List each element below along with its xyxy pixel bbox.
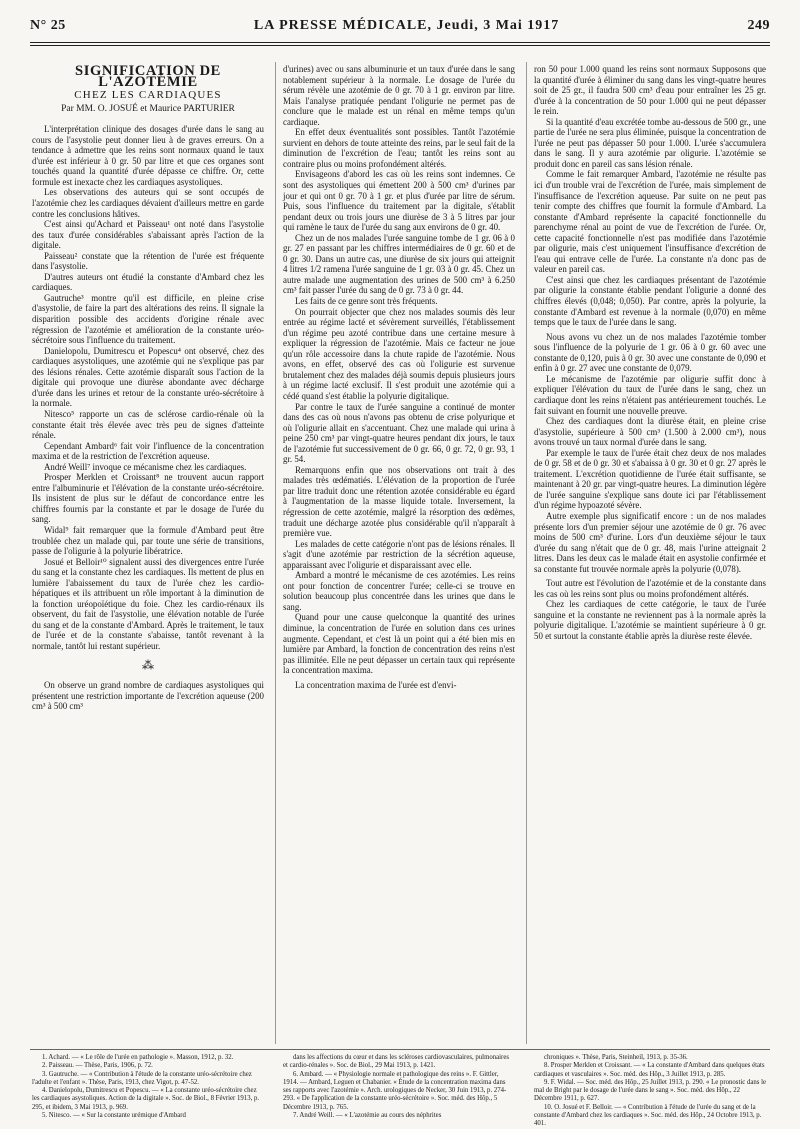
paragraph: Remarquons enfin que nos observations ont trait à des malades très œdématiés. L'élévation de la proportion de l'urée par litre traduit donc une rétention azotée considérable eu égard à l'augmentation de la masse liquide totale. Inversement, la régression de cette azotémie, malgré la résorption des œdèmes, traduit une décharge azotée plus considérable qu'il n'apparaît à première vue. [283,464,515,539]
paragraph: Danielopolu, Dumitrescu et Popescu⁴ ont observé, chez des cardiaques asystoliques, une azotémie qui ne s'explique pas par des lésions rénales. Cette azotémie disparaît sous l'action de la digitale qui provoque une diurèse abondante avec décharge d'urée dans les urines et retour de la constante uréo-sécrétoire à la normale. [32,345,264,409]
paragraph: En effet deux éventualités sont possibles. Tantôt l'azotémie survient en dehors de toute atteinte des reins, par le seul fait de la diminution de l'excrétion de l'eau; tantôt les reins sont au contraire plus ou moins profondément altérés. [283,127,515,169]
paragraph: Comme le fait remarquer Ambard, l'azotémie ne résulte pas ici d'un trouble vrai de l'excrétion de l'urée, mais simplement de l'insuffisance de l'excrétion aqueuse. Par suite on ne peut pas tenir compte des chiffres que fournit la formule d'Ambard. La constante d'Ambard représente la capacité fonctionnelle du parenchyme rénal au point de vue de l'excrétion de l'urée. Or, cette capacité fonctionnelle n'est pas modifiée dans l'azotémie par oligurie, mais c'est uniquement l'insuffisance d'excrétion de l'eau qui entrave celle de l'urée. La constante n'a donc pas de valeur en pareil cas. [534,169,766,275]
footnote: chroniques ». Thèse, Paris, Steinheil, 1913, p. 35-36. [544,1054,688,1061]
column-1 [32,64,264,712]
paragraph: L'interprétation clinique des dosages d'urée dans le sang au cours de l'asystolie peut donner lieu à de graves erreurs. On a tendance à admettre que les reins sont normaux quand le taux d'urée est inférieur à 0 gr. 50 par litre et que ces organes sont touchés quand la quantité d'urée dépasse ce chiffre. Or, cette formule est inexacte chez les cardiaques asystoliques. [32,124,264,187]
footnote: 3. Gautruche. — « Contribution à l'étude de la constante uréo-sécrétoire chez l'adulte et l'enfant ». Thèse, Paris, 1913, chez Vigot, p. 47-52. [32,1070,252,1086]
footnote: 8. Prosper Merklen et Croissant. — « La constante d'Ambard dans quelques états cardiaques et vasculaires ». Soc. méd. des Hôp., 3 Juillet 1913, p. 285. [534,1062,765,1078]
paragraph: Josué et Belloir¹⁰ signalent aussi des divergences entre l'urée du sang et la constante chez les cardiaques. Ils mettent de plus en lumière l'abaissement du taux de l'urée chez les cardio-hépatiques et ils attribuent un rôle important à la diminution de la fonction uréopoïétique du foie. Chez les cardio-rénaux ils observent, du fait de l'asystolie, une élévation notable de l'urée du sang et de la constante d'Ambard. Après le traitement, le taux de l'urée et de la constante s'abaisse, tantôt revenant à la normale, tantôt lui restant supérieur. [32,556,264,651]
paragraph: La concentration maxima de l'urée est d'envi- [295,679,457,690]
footnote: 10. O. Josué et F. Belloir. — « Contribution à l'étude de l'urée du sang et de la constante d'Ambard chez les cardiaques ». Soc. méd. des Hôp., 24 Octobre 1913, p. 401. [534,1103,762,1128]
footnotes-rule [30,1049,770,1050]
footnotes-column-3 [534,1054,766,1129]
paragraph: C'est ainsi qu'Achard et Paisseau¹ ont noté dans l'asystolie des taux d'urée considérables s'abaissant après l'action de la digitale. [32,219,264,251]
article-authors: Par MM. O. JOSUÉ et Maurice PARTURIER [61,103,235,114]
paragraph: Gautruche³ montre qu'il est difficile, en pleine crise d'asystolie, de faire la part des altérations des reins. Il signale la disparition possible des accidents d'origine rénale avec régression de l'azotémie et amélioration de la constante uréo-sécrétoire sous l'influence du traitement. [32,292,264,346]
paragraph: Prosper Merklen et Croissant⁸ ne trouvent aucun rapport entre l'albuminurie et l'élévation de la constante uréo-sécrétoire. Ils insistent de plus sur le défaut de concordance entre les chiffres fournis par la constante et par le dosage de l'urée du sang. [32,472,264,525]
paragraph: Chez les cardiaques de cette catégorie, le taux de l'urée sanguine et la constante ne reviennent pas à la normale après la polyurie digitalique. L'azotémie se maintient supérieure à 0 gr. 50 et surtout la constante établie après la diurèse reste élevée. [534,599,766,641]
paragraph: Tout autre est l'évolution de l'azotémie et de la constante dans les cas où les reins sont plus ou moins profondément altérés. [534,578,766,599]
header-rule-bottom [30,45,770,46]
paragraph: Le mécanisme de l'azotémie par oligurie suffit donc à expliquer l'élévation du taux de l'urée dans le sang, chez un cardiaque dont les reins n'étaient pas antérieurement touchés. Le fait suivant en fournit une nouvelle preuve. [534,373,766,416]
page-number: 249 [747,18,770,33]
paragraph: Autre exemple plus significatif encore : un de nos malades présente lors d'un premier séjour une azotémie de 0 gr. 76 avec moins de 500 cm³ d'urine. Lors d'un deuxième séjour le taux d'urée du sang n'était que de 0 gr. 48, mais l'urine atteignait 2 litres. Dans les deux cas le malade était en asystolie confirmée et sa constante fut trouvée normale après la polyurie (0,078). [534,510,766,574]
paragraph: Paisseau² constate que la rétention de l'urée est fréquente dans l'asystolie. [32,250,264,272]
footnote: 2. Paisseau. — Thèse, Paris, 1906, p. 72. [42,1062,153,1070]
paragraph: Les malades de cette catégorie n'ont pas de lésions rénales. Il s'agit d'une azotémie par restriction de la sécrétion aqueuse, apparaissant avec l'oligurie et disparaissant avec elle. [283,538,515,570]
footnotes-column-1 [32,1054,264,1120]
footnote: dans les affections du cœur et dans les scléroses cardiovasculaires, pulmonaires et cardio-rénales ». Soc. de Biol., 29 Mai 1913, p. 1421. [283,1054,509,1070]
paragraph: d'urines) avec ou sans albuminurie et un taux d'urée dans le sang notablement supérieur à la normale. Le dosage de l'urée du sérum révèle une azotémie de 0 gr. 70 à 1 gr. environ par litre. Mais l'analyse pratiquée pendant l'oligurie ne permet pas de conclure que le malade est un rénal en même temps qu'un cardiaque. [283,64,515,127]
paragraph: Cependant Ambard⁶ fait voir l'influence de la concentration maxima et de la restriction de l'excrétion aqueuse. [32,440,264,462]
paragraph: Envisageons d'abord les cas où les reins sont indemnes. Ce sont des asystoliques qui émettent 200 à 500 cm³ d'urines par jour et qui ont 0 gr. 70 à 1 gr. et plus d'urée par litre de sérum. Puis, sous l'influence du traitement par la digitale, s'établit pendant deux ou trois jours une diurèse de 3 à 5 litres par jour qui ramène le taux de l'urée du sang aux environs de 0 gr. 40. [283,169,515,233]
paragraph: D'autres auteurs ont étudié la constante d'Ambard chez les cardiaques. [32,271,264,293]
paragraph: ron 50 pour 1.000 quand les reins sont normaux Supposons que la quantité d'urée à éliminer du sang dans les vingt-quatre heures soit de 25 gr., il faudra 500 cm³ d'eau pour entraîner les 25 gr. d'urée à la concentration de 50 pour 1.000 qui ne peut dépasser le rein. [534,64,766,117]
paragraph: Quand pour une cause quelconque la quantité des urines diminue, la concentration de l'urée en solution dans ces urines augmente. Cependant, et c'est là un point qui a été bien mis en lumière par Ambard, la fonction de concentration des reins n'est pas illimitée. Elle ne peut dépasser un certain taux qui représente la concentration maxima. [283,612,515,676]
footnote: 4. Danielopolu, Dumitrescu et Popescu. — « La constante uréo-sécrétoire chez les cardiaques asystoliques. Action de la digitale ». Soc. de Biol., 8 Février 1913, p. 295, et ibidem, 3 Mai 1913, p. 969. [32,1087,260,1111]
paragraph: C'est ainsi que chez les cardiaques présentant de l'azotémie par oligurie la constante établie pendant l'oligurie a donné des chiffres élevés (0,048; 0,050). Par contre, après la polyurie, la constante d'Ambard est revenue à la normale (0,070) en même temps que le taux de l'urée dans le sang. [534,274,766,328]
footnote: 5. Nitesco. — « Sur la constante urémique d'Ambard [42,1112,186,1120]
paragraph: Chez des cardiaques dont la diurèse était, en pleine crise d'asystolie, supérieure à 500 cm³ (1.500 à 2.000 cm³), nous avons trouvé un taux normal d'urée dans le sang. [534,416,766,448]
paragraph: Les faits de ce genre sont très fréquents. [295,296,438,307]
paragraph: Nous avons vu chez un de nos malades l'azotémie tomber sous l'influence de la polyurie de 1 gr. 06 à 0 gr. 60 avec une constante de 0,120, puis à 0 gr. 30 avec une constante de 0,090 et enfin à 0 gr. 27 avec une constante de 0,079. [534,331,766,374]
article-subtitle: CHEZ LES CARDIAQUES [74,89,222,102]
footnote: 9. F. Widal. — Soc. méd. des Hôp., 25 Juillet 1913, p. 290. « Le pronostic dans le mal de Bright par le dosage de l'urée dans le sang ». Soc. méd. des Hôp., 22 Décembre 1911, p. 627. [534,1078,767,1103]
journal-title: LA PRESSE MÉDICALE, Jeudi, 3 Mai 1917 [253,18,560,33]
column-2 [283,64,515,690]
header-rule-top [30,42,770,43]
article-title: SIGNIFICATION DE L'AZOTÉMIE [75,63,221,90]
paragraph: On observe un grand nombre de cardiaques asystoliques qui présentent une restriction importante de l'excrétion aqueuse (200 cm³ à 500 cm³ [32,680,264,712]
issue-number: N° 25 [30,18,66,33]
page-header [30,18,770,40]
footnote: 6. Ambard. — « Physiologie normale et pathologique des reins ». F. Gittler, 1914. — Ambard, Leguen et Chabanier. « Étude de la concentration maxima dans ses rapports avec l'azotémie ». Arch. urologiques de Necker, 30 Juin 1913, p. 274-293. « De l'application de la constante uréo-sécrétoire ». Soc. méd. des Hôp., 5 Décembre 1913, p. 765. [283,1070,507,1111]
asterism-divider: ⁂ [142,657,154,672]
paragraph: Nitesco⁵ rapporte un cas de sclérose cardio-rénale où la constante était très élevée avec très peu de signes d'atteinte rénale. [32,408,264,441]
paragraph: Les observations des auteurs qui se sont occupés de l'azotémie chez les cardiaques dévaient d'ailleurs mettre en garde contre les conclusions hâtives. [32,187,264,219]
column-separator [526,62,527,1044]
paragraph: Si la quantité d'eau excrétée tombe au-dessous de 500 gr., une partie de l'urée ne sera plus éliminée, puisque la concentration de l'urée ne peut pas dépasser 50 pour 1.000. L'urée s'accumulera dans le sang. Il y aura azotémie par oligurie. L'azotémie se produit donc en pareil cas sans lésion rénale. [534,116,766,169]
column-separator [275,62,276,1044]
column-3 [534,64,766,642]
footnote: 7. André Weill. — « L'azotémie au cours des néphrites [293,1112,442,1120]
paragraph: On pourrait objecter que chez nos malades soumis dès leur entrée au régime lacté et sévèrement surveillés, l'établissement d'un régime peu azoté contribue dans une certaine mesure à expliquer la régression de l'azotémie. Mais ce facteur ne joue qu'un rôle accessoire dans la chute rapide de l'azotémie. Nous avons, en effet, observé des cas où l'oligurie est survenue brutalement chez des malades déjà soumis depuis plusieurs jours à un régime lacté exclusif. Il s'est produit une azotémie qui a cédé quand s'est établie la polyurie digitalique. [283,306,515,401]
paragraph: Ambard a montré le mécanisme de ces azotémies. Les reins ont pour fonction de concentrer l'urée; celle-ci se trouve en solution beaucoup plus concentrée dans les urines que dans le sang. [283,570,515,612]
footnote: 1. Achard. — « Le rôle de l'urée en pathologie ». Masson, 1912, p. 32. [42,1054,234,1061]
paragraph: Par contre le taux de l'urée sanguine a continué de monter dans des cas où nous n'avons pas obtenu de crise polyurique et où l'oligurie allait en s'accentuant. Chez une malade qui urina à peine 250 cm³ par vingt-quatre heures pendant dix jours, le taux de l'azotémie fut successivement de 0 gr. 66, 0 gr. 72, 0 gr. 93, 1 gr. 54. [283,401,515,465]
paragraph: Chez un de nos malades l'urée sanguine tombe de 1 gr. 06 à 0 gr. 27 en passant par les chiffres intermédiaires de 0 gr. 60 et de 0 gr. 30. Dans un autre cas, une diurèse de six jours qui atteignit 4 litres 1/2 ramena l'urée sanguine de 1 gr. 03 à 0 gr. 45. Chez un autre malade une augmentation des urines de 500 cm³ à 6.250 cm³ fait passer l'urée du sang de 0 gr. 73 à 0 gr. 44. [283,232,515,296]
paragraph: Widal⁹ fait remarquer que la formule d'Ambard peut être troublée chez un malade qui, par toute une série de transitions, passe de l'oligurie à la polyurie libératrice. [32,524,264,557]
footnotes-column-2 [283,1054,515,1120]
paragraph: Par exemple le taux de l'urée était chez deux de nos malades de 0 gr. 58 et de 0 gr. 30 et s'abaissa à 0 gr. 30 et 0 gr. 27 après le traitement. L'excrétion quotidienne de l'urée était suffisante, se maintenant à 20 gr. par vingt-quatre heures. La diminution légère de l'urée sanguine s'explique sans doute ici par l'établissement d'un régime hypoazoté sévère. [534,447,766,511]
paragraph: André Weill⁷ invoque ce mécanisme chez les cardiaques. [44,461,247,472]
